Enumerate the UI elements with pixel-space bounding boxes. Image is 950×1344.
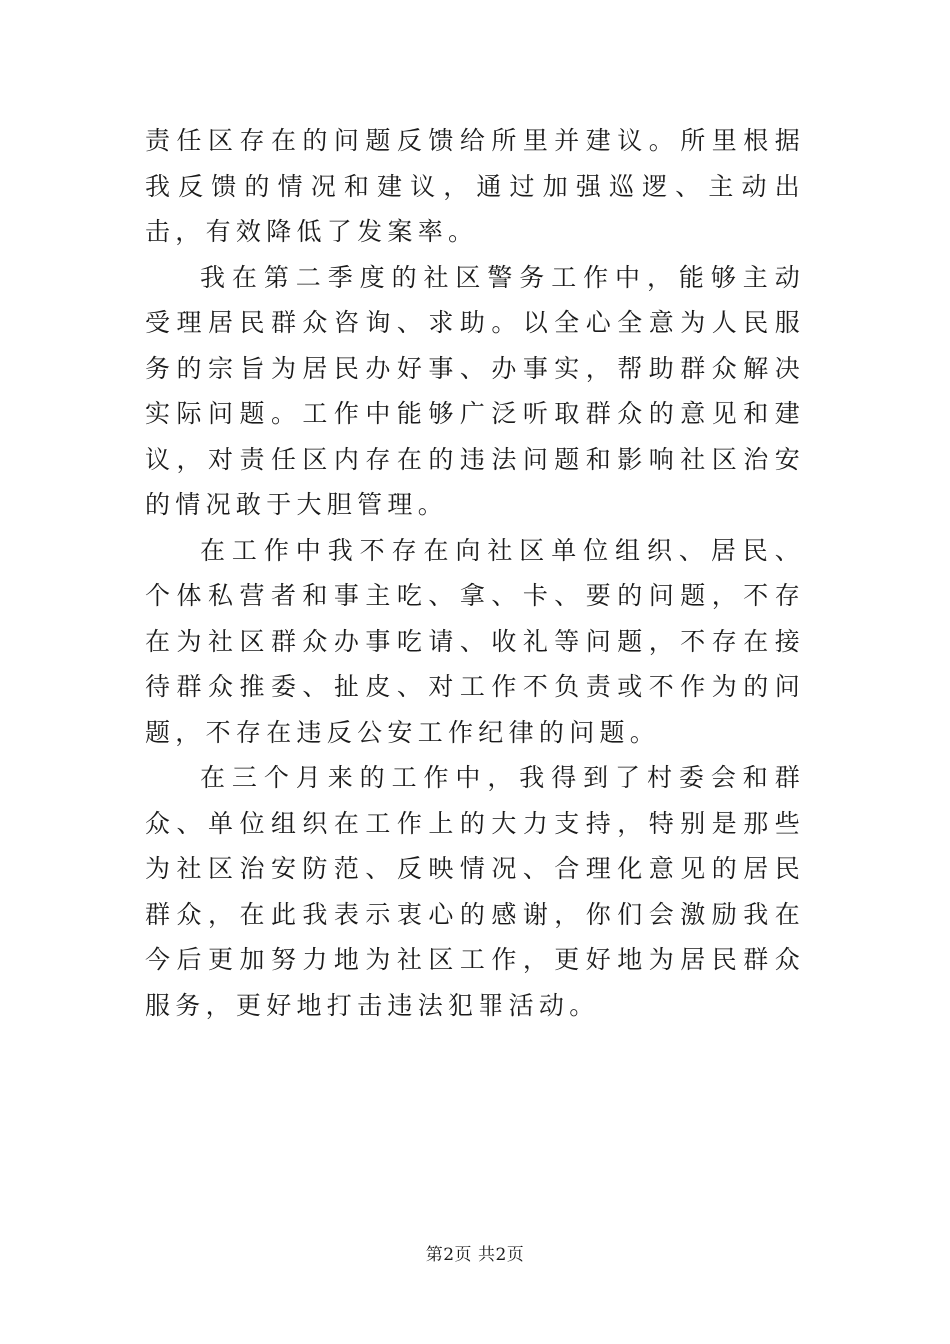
- paragraph-2: 我在第二季度的社区警务工作中，能够主动受理居民群众咨询、求助。以全心全意为人民服务的宗旨为居民办好事、办事实，帮助群众解决实际问题。工作中能够广泛听取群众的意见和建议，对责任区内存在的违法问题和影响社区治安的情况敢于大胆管理。: [145, 262, 805, 519]
- paragraph-1: 责任区存在的问题反馈给所里并建议。所里根据我反馈的情况和建议，通过加强巡逻、主动出击，有效降低了发案率。: [145, 126, 805, 246]
- paragraph-3: 在工作中我不存在向社区单位组织、居民、个体私营者和事主吃、拿、卡、要的问题，不存在为社区群众办事吃请、收礼等问题，不存在接待群众推委、扯皮、对工作不负责或不作为的问题，不存在违反公安工作纪律的问题。: [145, 535, 805, 747]
- document-body: [145, 118, 805, 1028]
- page-number-footer: 第2页 共2页: [425, 1245, 525, 1265]
- paragraph-4: 在三个月来的工作中，我得到了村委会和群众、单位组织在工作上的大力支持，特别是那些为社区治安防范、反映情况、合理化意见的居民群众，在此我表示衷心的感谢，你们会激励我在今后更加努力地为社区工作，更好地为居民群众服务，更好地打击违法犯罪活动。: [145, 763, 805, 1020]
